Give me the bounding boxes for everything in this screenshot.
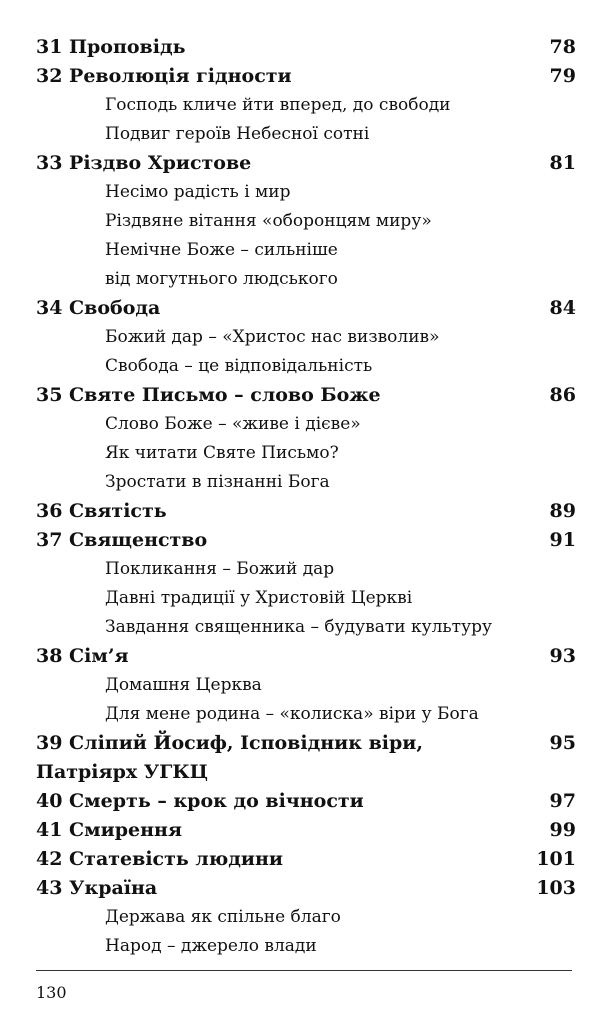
toc-section-row [0,265,600,294]
section-title: Несімо радість і мир [105,182,291,202]
chapter-title: 39 Сліпий Йосиф, Ісповідник віри, [36,732,424,754]
section-title: Свобода – це відповідальність [105,356,373,376]
chapter-title: 36 Святість [36,500,167,522]
section-title: Завдання священника – будувати культуру [105,617,492,637]
toc-chapter-row [0,33,600,62]
page-ref: 78 [549,36,576,58]
page-ref: 91 [549,529,576,551]
page-number: 130 [36,983,67,1002]
toc-section-row [0,410,600,439]
page-ref: 101 [536,848,576,870]
toc-chapter-row [0,816,600,845]
chapter-title: 37 Священство [36,529,208,551]
toc-chapter-row [0,294,600,323]
chapter-title: 33 Різдво Христове [36,152,252,174]
section-title: Народ – джерело влади [105,936,317,956]
page-ref: 86 [549,384,576,406]
toc-chapter-row [0,787,600,816]
section-title: Немічне Боже – сильніше [105,240,338,260]
section-title: Зростати в пізнанні Бога [105,472,330,492]
section-title: Господь кличе йти вперед, до свободи [105,95,451,115]
toc-section-row [0,555,600,584]
section-title: Держава як спільне благо [105,907,341,927]
footer-rule [36,970,572,971]
chapter-title: 38 Сім’я [36,645,129,667]
page-ref: 89 [549,500,576,522]
toc-section-row [0,236,600,265]
toc-chapter-row [0,874,600,903]
toc-section-row [0,932,600,961]
chapter-title: 43 Україна [36,877,158,899]
toc-section-row [0,700,600,729]
toc-section-row [0,207,600,236]
page-ref: 99 [549,819,576,841]
page-ref: 97 [549,790,576,812]
page-ref: 93 [549,645,576,667]
page-ref: 84 [549,297,576,319]
page-ref: 81 [549,152,576,174]
chapter-title: 32 Революція гідности [36,65,292,87]
toc-section-row [0,584,600,613]
chapter-title: 40 Смерть – крок до вічности [36,790,364,812]
toc-chapter-row [0,729,600,758]
section-title: Як читати Святе Письмо? [105,443,339,463]
toc-chapter-row [0,381,600,410]
section-title: Домашня Церква [105,675,262,695]
section-title: Слово Боже – «живе і дієве» [105,414,361,434]
section-title: Давні традиції у Христовій Церкві [105,588,413,608]
toc-section-row [0,439,600,468]
toc-chapter-row [0,642,600,671]
section-title: Божий дар – «Христос нас визволив» [105,327,440,347]
toc-section-row [0,903,600,932]
chapter-title: 35 Святе Письмо – слово Боже [36,384,381,406]
page-ref: 79 [549,65,576,87]
toc-section-row [0,352,600,381]
toc-chapter-row [0,845,600,874]
chapter-title: 42 Статевість людини [36,848,284,870]
page-ref: 103 [536,877,576,899]
chapter-title: 31 Проповідь [36,36,186,58]
toc-section-row [0,671,600,700]
toc-chapter-row [0,62,600,91]
toc-chapter-row [0,526,600,555]
toc-section-row [0,468,600,497]
chapter-title: Патріярх УГКЦ [36,761,208,783]
toc-section-row [0,613,600,642]
toc-section-row [0,178,600,207]
section-title: Для мене родина – «колиска» віри у Бога [105,704,479,724]
toc-chapter-row [0,758,600,787]
section-title: Подвиг героїв Небесної сотні [105,124,370,144]
toc-section-row [0,91,600,120]
toc-section-row [0,323,600,352]
section-title: Покликання – Божий дар [105,559,335,579]
section-title: від могутнього людського [105,269,338,289]
page-ref: 95 [549,732,576,754]
chapter-title: 34 Свобода [36,297,161,319]
section-title: Різдвяне вітання «оборонцям миру» [105,211,432,231]
chapter-title: 41 Смирення [36,819,182,841]
toc-section-row [0,120,600,149]
toc-chapter-row [0,497,600,526]
toc-chapter-row [0,149,600,178]
